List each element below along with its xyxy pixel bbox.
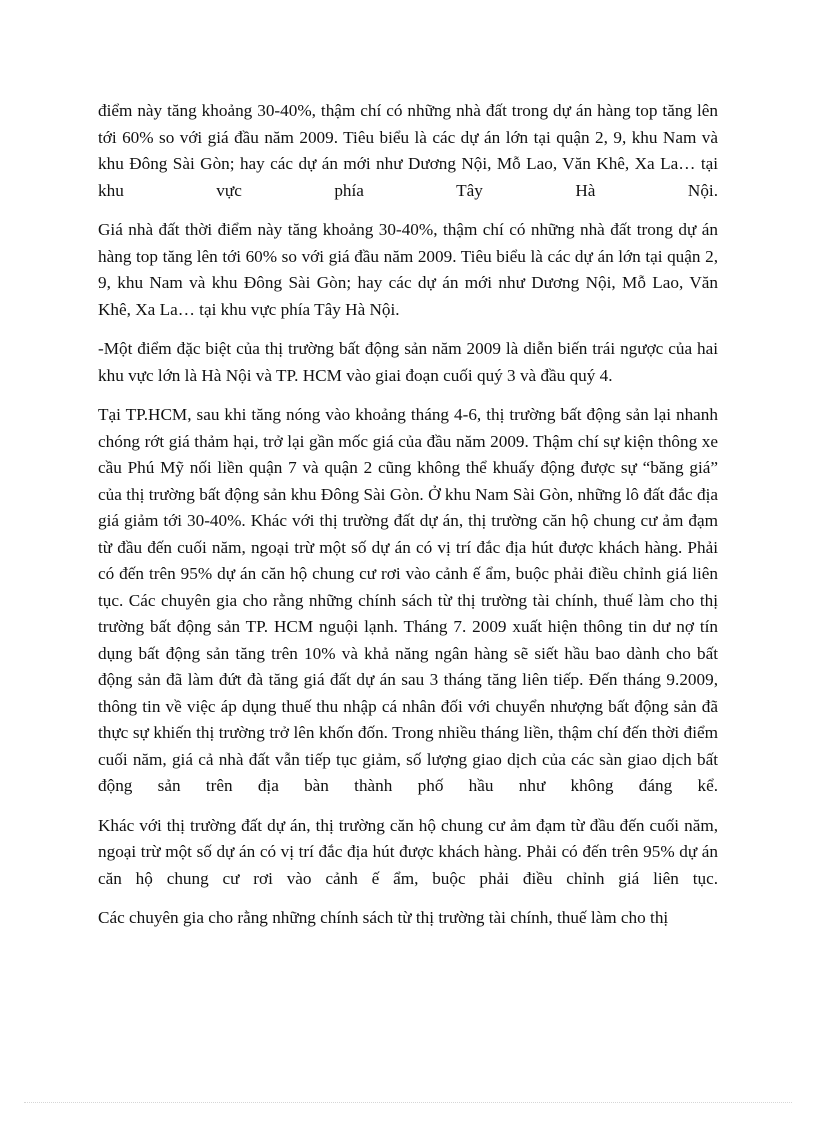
paragraph-6: Các chuyên gia cho rằng những chính sách từ thị trường tài chính, thuế làm cho thị: [98, 908, 669, 927]
document-page: [98, 98, 718, 932]
paragraph-3: -Một điểm đặc biệt của thị trường bất động sản năm 2009 là diễn biến trái ngược của hai khu vực lớn là Hà Nội và TP. HCM vào giai đoạn cuối quý 3 và đầu quý 4.: [98, 339, 718, 385]
paragraph-5: Khác với thị trường đất dự án, thị trường căn hộ chung cư ảm đạm từ đầu đến cuối năm, ngoại trừ một số dự án có vị trí đắc địa hút được khách hàng. Phải có đến trên 95% dự án căn hộ chung cư rơi vào cảnh ế ẩm, buộc phải điều chỉnh giá liên tục.: [98, 815, 718, 888]
paragraph-2: Giá nhà đất thời điểm này tăng khoảng 30-40%, thậm chí có những nhà đất trong dự án hàng top tăng lên tới 60% so với giá đầu năm 2009. Tiêu biểu là các dự án lớn tại quận 2, 9, khu Nam và khu Đông Sài Gòn; hay các dự án mới như Dương Nội, Mỗ Lao, Văn Khê, Xa La… tại khu vực phía Tây Hà Nội.: [98, 220, 718, 319]
page-bottom-divider: [24, 1102, 792, 1103]
paragraph-4: Tại TP.HCM, sau khi tăng nóng vào khoảng tháng 4-6, thị trường bất động sản lại nhanh chóng rớt giá thảm hại, trở lại gần mốc giá của đầu năm 2009. Thậm chí sự kiện thông xe cầu Phú Mỹ nối liền quận 7 và quận 2 cũng không thể khuấy động được sự “băng giá” của thị trường bất động sản khu Đông Sài Gòn. Ở khu Nam Sài Gòn, những lô đất đắc địa giá giảm tới 30-40%. Khác với thị trường đất dự án, thị trường căn hộ chung cư ảm đạm từ đầu đến cuối năm, ngoại trừ một số dự án có vị trí đắc địa hút được khách hàng. Phải có đến trên 95% dự án căn hộ chung cư rơi vào cảnh ế ẩm, buộc phải điều chỉnh giá liên tục. Các chuyên gia cho rằng những chính sách từ thị trường tài chính, thuế làm cho thị trường bất động sản TP. HCM nguội lạnh. Tháng 7. 2009 xuất hiện thông tin dư nợ tín dụng bất động sản tăng trên 10% và khả năng ngân hàng sẽ siết hầu bao dành cho bất động sản đã làm đứt đà tăng giá đất dự án sau 3 tháng tăng liên tiếp. Đến tháng 9.2009, thông tin về việc áp dụng thuế thu nhập cá nhân đối với chuyển nhượng bất động sản đã thực sự khiến thị trường trở lên khốn đốn. Trong nhiều tháng liền, thậm chí đến thời điểm cuối năm, giá cả nhà đất vẫn tiếp tục giảm, số lượng giao dịch của các sàn giao dịch bất động sản trên địa bàn thành phố hầu như không đáng kể.: [98, 405, 718, 795]
paragraph-1: điểm này tăng khoảng 30-40%, thậm chí có những nhà đất trong dự án hàng top tăng lên tới 60% so với giá đầu năm 2009. Tiêu biểu là các dự án lớn tại quận 2, 9, khu Nam và khu Đông Sài Gòn; hay các dự án mới như Dương Nội, Mỗ Lao, Văn Khê, Xa La… tại khu vực phía Tây Hà Nội.: [98, 101, 718, 200]
